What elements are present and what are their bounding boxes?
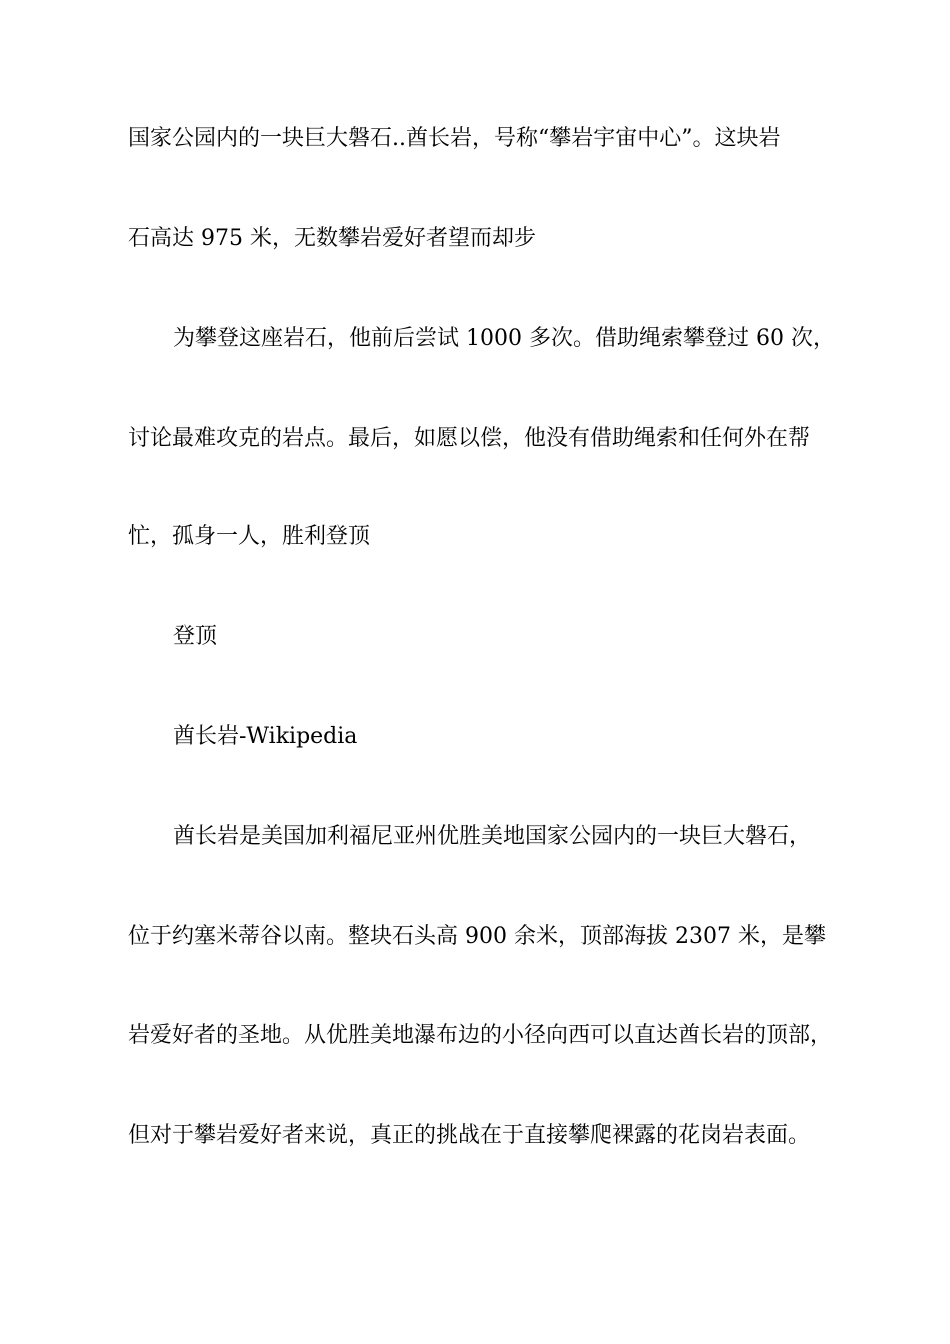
text-line-8: 酋长岩是美国加利福尼亚州优胜美地国家公园内的一块巨大磐石， [173, 824, 812, 849]
section-heading: 登顶 [173, 624, 218, 649]
source-title: 酋长岩-Wikipedia [173, 724, 358, 749]
text-line-2: 石高达 975 米，无数攀岩爱好者望而却步 [128, 226, 536, 251]
text-line-1: 国家公园内的一块巨大磐石..酋长岩，号称“攀岩宇宙中心”。这块岩 [128, 126, 781, 151]
text-line-3: 为攀登这座岩石，他前后尝试 1000 多次。借助绳索攀登过 60 次， [173, 326, 835, 351]
text-line-5: 忙，孤身一人，胜利登顶 [128, 524, 371, 549]
text-line-11: 但对于攀岩爱好者来说，真正的挑战在于直接攀爬裸露的花岗岩表面。 [128, 1123, 811, 1148]
text-line-10: 岩爱好者的圣地。从优胜美地瀑布边的小径向西可以直达酋长岩的顶部， [128, 1023, 833, 1048]
text-line-9: 位于约塞米蒂谷以南。整块石头高 900 余米，顶部海拔 2307 米，是攀 [128, 924, 826, 949]
text-line-4: 讨论最难攻克的岩点。最后，如愿以偿，他没有借助绳索和任何外在帮 [128, 426, 811, 451]
